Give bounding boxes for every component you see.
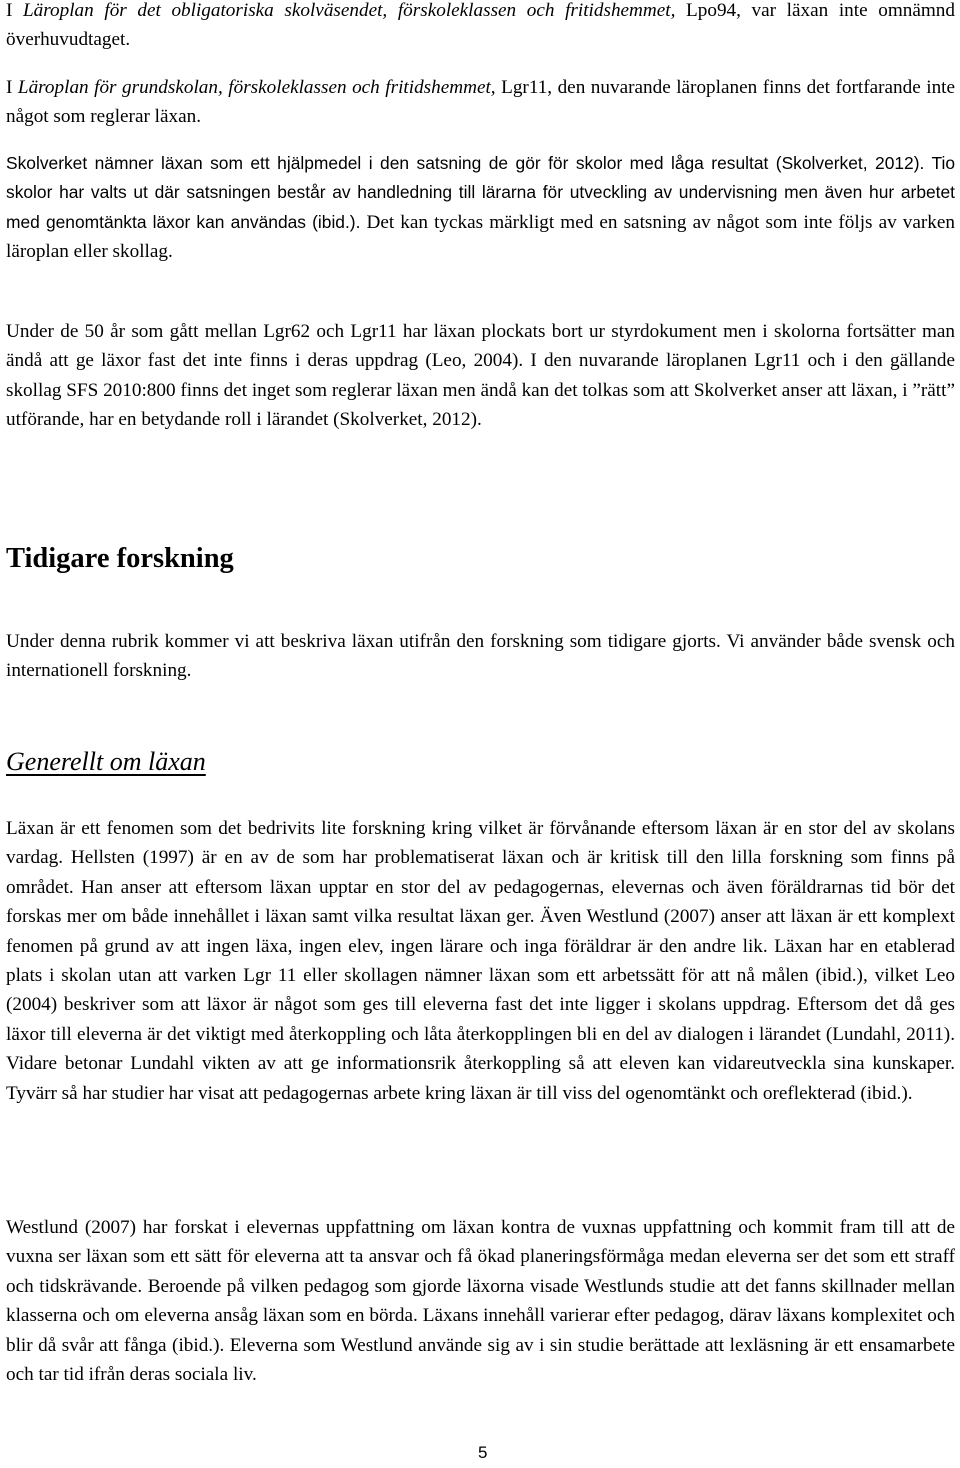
curriculum-title-italic: Läroplan för det obligatoriska skolväsendet, förskoleklassen och fritidshemmet,: [23, 0, 676, 21]
paragraph-generellt: Läxan är ett fenomen som det bedrivits lite forskning kring vilket är förvånande eftersom läxan är en stor del av skolans vardag. Hellsten (1997) är en av de som har problematiserat läxan och är kritisk till den lilla forskning som finns på området. Han anser att eftersom läxan upptar en stor del av pedagogernas, elevernas och även föräldrarnas tid bör det forskas mer om både innehållet i läxan samt vilka resultat läxan ger. Även Westlund (2007) anser att läxan är ett komplext fenomen på grund av att ingen läxa, ingen elev, ingen lärare och inga föräldrar är den andre lik. Läxan har en etablerad plats i skolan utan att varken Lgr 11 eller skollagen nämner läxan som ett arbetssätt för att nå målen (ibid.), vilket Leo (2004) beskriver som att läxor är något som ges till eleverna fast det inte ligger i skolans uppdrag. Eftersom det då ges läxor till eleverna är det viktigt med återkoppling och låta återkopplingen bli en del av dialogen i lärandet (Lundahl, 2011). Vidare betonar Lundahl vikten av att ge informationsrik återkoppling så att eleven kan vidareutveckla sina kunskaper. Tyvärr så har studier har visat att pedagogernas arbete kring läxan är till viss del ogenomtänkt och oreflekterad (ibid.).: [6, 818, 955, 1104]
heading-tidigare-forskning: Tidigare forskning: [6, 543, 234, 574]
text: Lpo94, var läxan inte omnämnd överhuvudtaget.: [6, 0, 955, 51]
text: I: [6, 77, 18, 98]
text: I: [6, 0, 24, 21]
paragraph-lpo94: [6, 0, 955, 55]
serif-text: Det kan tyckas märkligt med en satsning av något som inte följs av varken läroplan eller skollag.: [6, 211, 955, 263]
text: Lgr11, den nuvarande läroplanen finns det fortfarande inte något som reglerar läxan.: [6, 77, 956, 128]
heading-generellt-om-laxan: Generellt om läxan: [6, 747, 206, 776]
paragraph-section-intro: Under denna rubrik kommer vi att beskriva läxan utifrån den forskning som tidigare gjorts. Vi använder både svensk och internationell forskning.: [6, 631, 955, 682]
paragraph-lgr62: Under de 50 år som gått mellan Lgr62 och Lgr11 har läxan plockats bort ur styrdokument men i skolorna fortsätter man ändå att ge läxor fast det inte finns i deras uppdrag (Leo, 2004). I den nuvarande läroplanen Lgr11 och i den gällande skollag SFS 2010:800 finns det inget som reglerar läxan men ändå kan det tolkas som att Skolverket anser att läxan, i ”rätt” utförande, har en betydande roll i lärandet (Skolverket, 2012).: [6, 321, 955, 431]
page-number: 5: [478, 1443, 488, 1462]
curriculum-title-italic: Läroplan för grundskolan, förskoleklassen och fritidshemmet,: [17, 77, 496, 98]
paragraph-westlund: Westlund (2007) har forskat i elevernas uppfattning om läxan kontra de vuxnas uppfattning och kommit fram till att de vuxna ser läxan som ett sätt för eleverna att ta ansvar och få ökad planeringsförmåga medan eleverna ser det som ett straff och tidskrävande. Beroende på vilken pedagog som gjorde läxorna visade Westlunds studie att det fanns skillnader mellan klasserna och om eleverna ansåg läxan som en börda. Läxans innehåll varierar efter pedagog, därav läxans komplexitet och blir då svår att fånga (ibid.). Eleverna som Westlund använde sig av i sin studie berättade att lexläsning är ett ensamarbete och tar tid ifrån deras sociala liv.: [6, 1217, 955, 1386]
paragraph-lgr11: [6, 73, 955, 132]
sans-text: Skolverket nämner läxan som ett hjälpmedel i den satsning de gör för skolor med låga resultat (Skolverket, 2012). Tio skolor har valts ut där satsningen består av handledning till lärarna för utveckling av undervisning men även hur arbetet med genomtänkta läxor kan användas (ibid.).: [6, 153, 955, 232]
paragraph-skolverket: [6, 149, 955, 267]
